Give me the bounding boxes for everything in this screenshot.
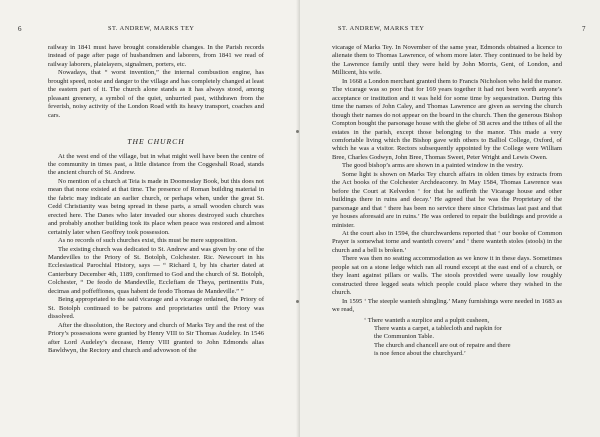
page-number-right: 7 xyxy=(582,25,586,33)
paragraph: The good bishop’s arms are shown in a painted window in the vestry. xyxy=(342,162,524,170)
paragraph: Nowadays, that “ worst invention,” the internal combustion engine, has brought speed, noise and danger to the village and has completely changed at least the eastern part of it. The church alone stands as it has always stood, among pleasant greenery, a symbol of the quiet, unhurried past, withdrawn from the feverish, noisy activity of the London Road with its heavy transport, coaches and cars. xyxy=(48,69,264,119)
paragraph: In 1668 a London merchant granted them to Francis Nicholson who held the manor. The vicarage was so poor that for 169 years together it had not been worth anyone’s acceptance or institution and it was held for some time by sequestration. During this time the names of John Caley, and Thomas Lawrence are given as serving the church though their names do not appear on the board in the church. Then the generous Bishop Compton bought the parsonage house with the glebe of 38 acres and the tithes of all the estates in the parish, except those belonging to the manor. This made a very comfortable living which the Bishop gave with others to Balliol College, Oxford, of which he was a visitor. Rectors subsequently appointed by the College were William Bree, Charles Godwyn, John Bree, Thomas Sweet, Peter Wright and Lewis Owen. xyxy=(332,77,562,161)
paragraph: railway in 1841 must have brought considerable changes. In the Parish records instead of page after page of husbandmen and laborers, from 1841 we read of railway laborers, platelayers, signalmen, porters, etc. xyxy=(48,44,264,68)
page-number-left: 6 xyxy=(18,25,22,33)
paragraph: In 1595 ‘ The steeple wanteth shingling.’ Many furnishings were needed in 1683 as we read, xyxy=(332,297,562,314)
running-head-right: ST. ANDREW, MARKS TEY xyxy=(338,25,425,32)
paragraph: At the west end of the village, but in what might well have been the centre of the community in times past, a little distance from the Coggeshall Road, stands the ancient church of St. Andrew. xyxy=(48,152,264,177)
left-page-text xyxy=(48,44,264,355)
paragraph: The existing church was dedicated to St. Andrew and was given by one of the Mandevilles to the Priory of St. Botolph, Colchester. Ric. Newcourt in his Ecclesiastical Parochial History, says — “ Richard I, by his charter dated at Canterbury December 4th, 1189, confirmed to God and the church of St. Botolph, Colchester, “ De feodo de Mandeville, Ecclefiam de Theya, pertinentiis Fuis, decimas and poffeffiones, quas habent de feodo Thomas de Mandeville.” ” xyxy=(48,245,264,295)
section-title: THE CHURCH xyxy=(127,137,185,147)
quoted-inventory xyxy=(364,317,562,359)
quote-line: There wants a carpet, a tablecloth and napkin for xyxy=(374,324,502,332)
quote-line: ‘ There wanteth a surplice and a pulpit cusheen, xyxy=(364,316,490,324)
paragraph: There was then no seating accommodation as we know it in these days. Sometimes people sat on a stone ledge which ran all round except at the east end of a church, or they leant against pillars or walls. The stools provided were usually low roughly constructed three legged seats which people could place where they wished in the church. xyxy=(332,255,562,297)
paragraph: Being appropriated to the said vicarage and a vicarage ordained, the Priory of St. Botolph continued to be patrons and proprietaries until the Priory was dissolved. xyxy=(48,296,264,321)
running-head-left: ST. ANDREW, MARKS TEY xyxy=(108,25,195,32)
paragraph: After the dissolution, the Rectory and church of Marks Tey and the rest of the Priory’s possessions were granted by Henry VIII to Sir Thomas Audeley. In 1546 after Lord Audeley’s decease, Henry VIII granted to John Edmonds alias Bawldwyn, the Rectory and church and advowson of the xyxy=(48,321,264,354)
binding-staple xyxy=(296,130,299,133)
paragraph: As no records of such churches exist, this must be mere supposition. xyxy=(58,237,238,245)
paragraph: Some light is shown on Marks Tey church affairs in olden times by extracts from the Act books of the Colchester Archdeaconry. In May 1584, Thomas Lawrence was before the Court at Kelvedon ‘ for that he sufferth the Vicarage house and other buildings there in ruins and decay.’ He agreed that he was the Proprietary of the parsonage and that ‘ there has been no service there since Christmas last past and that ye houses aforesaid are in ruins.’ He was ordered to repair the buildings and provide a minister. xyxy=(332,170,562,229)
quote-line: The church and chancell are out of repaire and there xyxy=(374,341,511,349)
paragraph: No mention of a church at Teia is made in Doomesday Book, but this does not mean that none existed at that time. The presence of Roman building material in the fabric may indicate an earlier church, or perhaps when, under the great St. Cedd Christianity was being spread in these parts, a small wooden church was erected here. The Danes who later invaded our shores destroyed such churches and probably another building took its place when peace was restored and almost certainly later when Geoffrey took possession. xyxy=(48,177,264,236)
paragraph: vicarage of Marks Tey. In November of the same year, Edmonds obtained a licence to alienate them to Thomas Lawrence, of whom more later. They continued to be held by the Lawrence family until they were held by John Morris, Gent, of London, and Millicent, his wife. xyxy=(332,44,562,77)
binding-staple xyxy=(296,300,299,303)
quote-line: the Communion Table. xyxy=(374,333,434,341)
right-page-text xyxy=(332,44,562,359)
quote-line: is noe fence about the churchyard.’ xyxy=(374,350,466,358)
right-page xyxy=(300,0,600,437)
paragraph: At the court also in 1594, the churchwardens reported that ‘ our booke of Common Prayer is somewhat torne and wanteth covers’ and ‘ there wanteth stoles (stools) in the church and a bell is broken.’ xyxy=(332,229,562,254)
